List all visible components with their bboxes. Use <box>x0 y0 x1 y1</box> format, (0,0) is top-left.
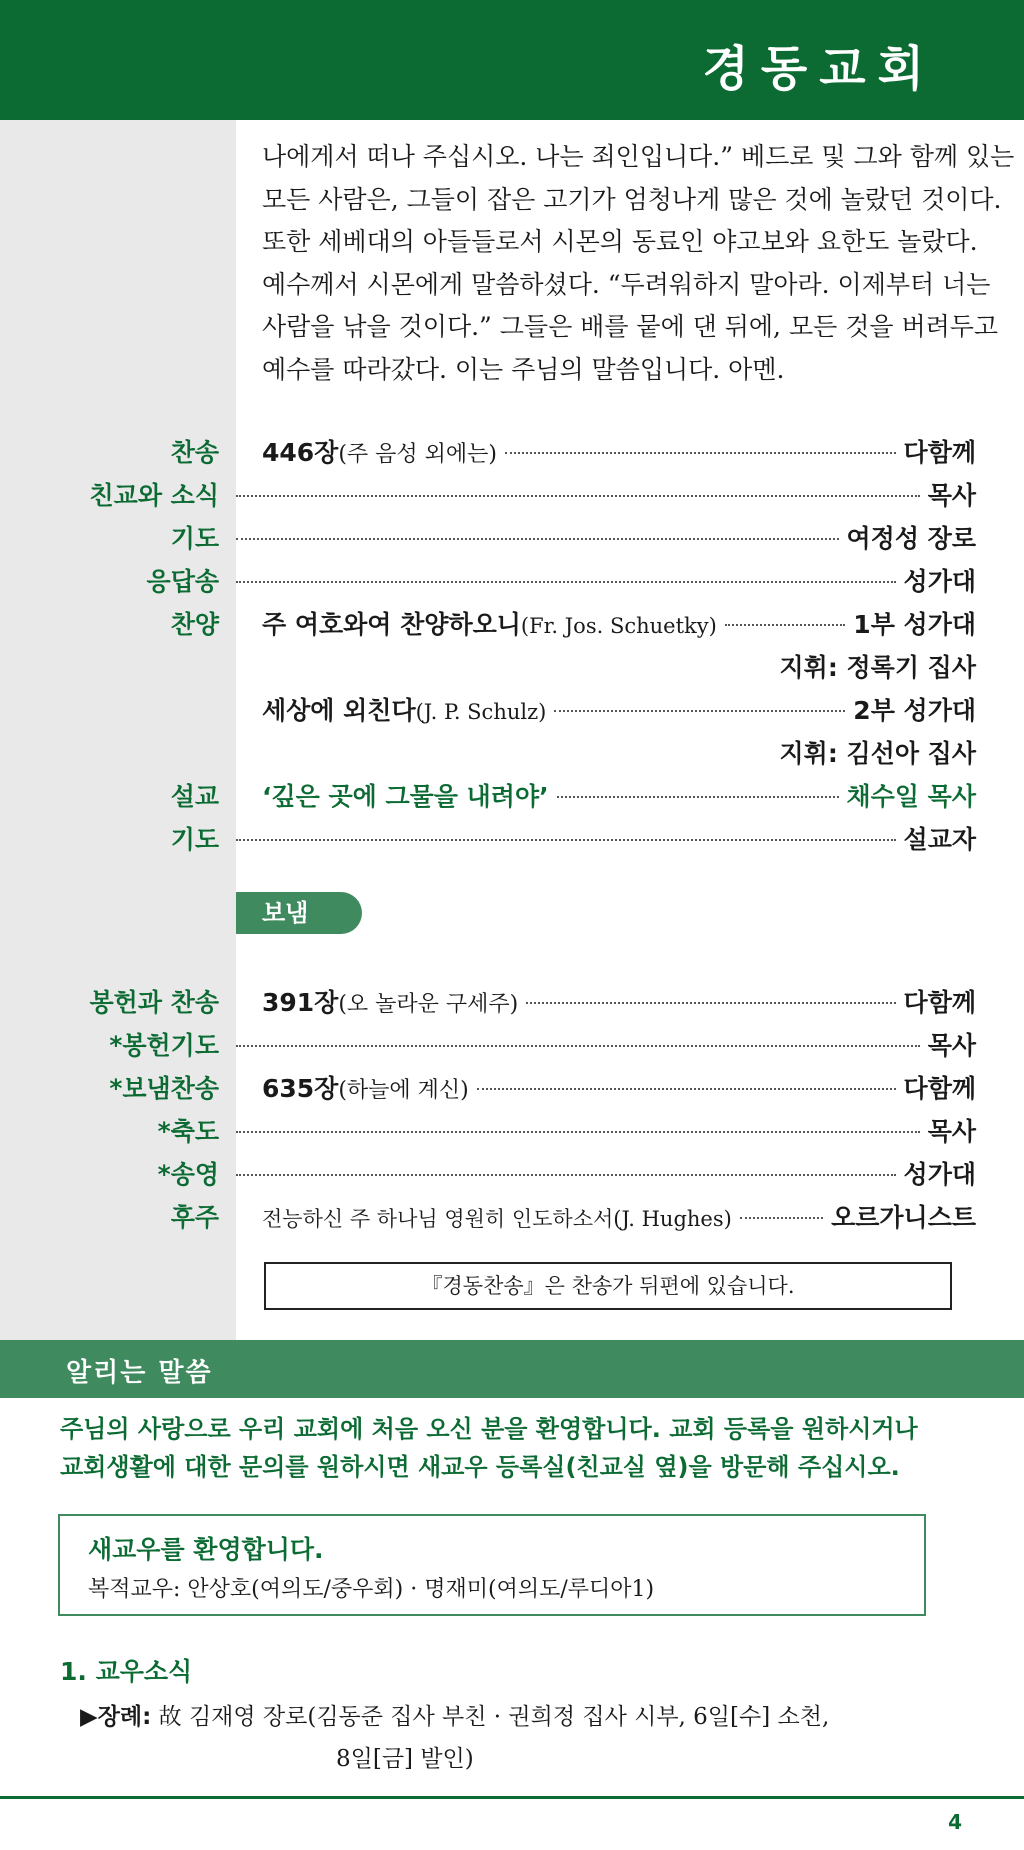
leader-dots <box>554 710 845 712</box>
newcomers-text: 복적교우: 안상호(여의도/중우회) · 명재미(여의도/루디아1) <box>88 1577 655 1602</box>
order-by: 2부 성가대 <box>853 696 976 725</box>
order-label: 친교와 소식 <box>89 481 219 510</box>
order-by: 여정성 장로 <box>846 524 976 553</box>
hymnal-note: 『경동찬송』은 찬송가 뒤편에 있습니다. <box>264 1262 952 1310</box>
footer-divider <box>0 1796 1024 1799</box>
church-name: 경동교회 <box>702 41 936 97</box>
leader-dots <box>236 1174 896 1176</box>
scripture-line: 예수께서 시몬에게 말씀하셨다. “두려워하지 말아라. 이제부터 너는 <box>262 269 991 299</box>
order-by: 다함께 <box>903 1074 976 1103</box>
page-number: 4 <box>948 1810 962 1834</box>
order-row-postlude <box>0 1193 1024 1235</box>
order-by: 성가대 <box>903 1160 976 1189</box>
order-label: *봉헌기도 <box>109 1031 219 1060</box>
order-label: 찬송 <box>170 438 219 467</box>
welcome-line: 교회생활에 대한 문의를 원하시면 새교우 등록실(친교실 옆)을 방문해 주십시오. <box>60 1453 900 1481</box>
order-by: 목사 <box>927 1117 976 1146</box>
order-label: 응답송 <box>146 567 219 596</box>
leader-dots <box>236 581 896 583</box>
order-row-sermon <box>0 772 1024 814</box>
leader-dots <box>236 1131 920 1133</box>
order-by: 1부 성가대 <box>853 610 976 639</box>
order-label: *축도 <box>157 1117 219 1146</box>
leader-dots <box>236 839 896 841</box>
newcomers-title: 새교우를 환영합니다. <box>88 1535 324 1564</box>
order-row-amen <box>0 1150 1024 1192</box>
order-by: 목사 <box>927 481 976 510</box>
hymn-number: 391장 <box>262 988 339 1017</box>
news-label: ▶장례: <box>80 1704 152 1730</box>
order-row-prayer2 <box>0 815 1024 857</box>
funeral-notice <box>80 1696 829 1780</box>
leader-dots <box>236 538 839 540</box>
order-by: 성가대 <box>903 567 976 596</box>
preacher: 채수일 목사 <box>846 782 976 811</box>
order-by: 다함께 <box>903 438 976 467</box>
order-label: 봉헌과 찬송 <box>89 988 219 1017</box>
leader-dots <box>725 624 845 626</box>
anthem-composer: (Fr. Jos. Schuetky) <box>520 614 717 638</box>
order-row-conductor1 <box>0 643 1024 685</box>
order-row-benediction <box>0 1107 1024 1149</box>
sermon-title: ‘깊은 곳에 그물을 내려야’ <box>262 782 549 811</box>
order-by: 목사 <box>927 1031 976 1060</box>
conductor: 지휘: 정록기 집사 <box>779 653 976 682</box>
order-label: *보냄찬송 <box>109 1074 219 1103</box>
order-by: 다함께 <box>903 988 976 1017</box>
order-row-sending-hymn <box>0 1064 1024 1106</box>
welcome-line: 주님의 사랑으로 우리 교회에 처음 오신 분을 환영합니다. 교회 등록을 원하시거나 <box>60 1415 918 1443</box>
order-row-hymn <box>0 428 1024 470</box>
anthem-title: 세상에 외친다 <box>262 696 416 725</box>
welcome-message <box>60 1410 1000 1486</box>
order-row-offering-prayer <box>0 1021 1024 1063</box>
order-row-conductor2 <box>0 729 1024 771</box>
order-label: 기도 <box>170 524 219 553</box>
postlude-title: 전능하신 주 하나님 영원히 인도하소서(J. Hughes) <box>262 1207 732 1231</box>
scripture-line: 또한 세베대의 아들들로서 시몬의 동료인 야고보와 요한도 놀랐다. <box>262 227 978 256</box>
newcomers-box <box>58 1514 926 1616</box>
order-by: 오르가니스트 <box>831 1203 976 1232</box>
order-row-prayer <box>0 514 1024 556</box>
anthem-composer: (J. P. Schulz) <box>415 700 547 724</box>
leader-dots <box>505 452 896 454</box>
order-row-anthem2 <box>0 686 1024 728</box>
order-label: 설교 <box>170 782 219 811</box>
order-label: 후주 <box>170 1203 219 1232</box>
news-text: 故 김재영 장로(김동준 집사 부친 · 권희정 집사 시부, 6일[수] 소천, <box>151 1704 830 1730</box>
hymn-title: (오 놀라운 구세주) <box>338 992 519 1017</box>
news-text-cont: 8일[금] 발인) <box>336 1746 474 1772</box>
scripture-line: 모든 사람은, 그들이 잡은 고기가 엄청나게 많은 것에 놀랐던 것이다. <box>262 184 1002 214</box>
order-row-fellowship <box>0 471 1024 513</box>
announcements-bar <box>0 1340 1024 1398</box>
order-row-response <box>0 557 1024 599</box>
sending-section-title: 보냄 <box>236 892 362 934</box>
scripture-line: 사람을 낚을 것이다.” 그들은 배를 뭍에 댄 뒤에, 모든 것을 버려두고 <box>262 312 999 341</box>
leader-dots <box>477 1088 896 1090</box>
announcements-title: 알리는 말씀 <box>66 1358 213 1388</box>
order-label: 기도 <box>170 825 219 854</box>
hymn-number: 446장 <box>262 438 339 467</box>
leader-dots <box>557 796 839 798</box>
anthem-title: 주 여호와여 찬양하오니 <box>262 610 521 639</box>
leader-dots <box>526 1002 895 1004</box>
leader-dots <box>236 1045 920 1047</box>
conductor: 지휘: 김선아 집사 <box>779 739 976 768</box>
hymn-title: (하늘에 계신) <box>338 1078 469 1103</box>
leader-dots <box>740 1217 823 1219</box>
order-label: *송영 <box>157 1160 219 1189</box>
order-by: 설교자 <box>903 825 976 854</box>
order-row-offering <box>0 978 1024 1020</box>
leader-dots <box>236 495 920 497</box>
hymn-number: 635장 <box>262 1074 339 1103</box>
order-row-anthem1 <box>0 600 1024 642</box>
news-section-title: 1. 교우소식 <box>60 1657 193 1686</box>
hymn-title: (주 음성 외에는) <box>338 442 498 467</box>
scripture-text <box>262 136 1015 391</box>
scripture-line: 예수를 따라갔다. 이는 주님의 말씀입니다. 아멘. <box>262 354 785 384</box>
header-bar <box>0 0 1024 120</box>
scripture-line: 나에게서 떠나 주십시오. 나는 죄인입니다.” 베드로 및 그와 함께 있는 <box>262 142 1015 171</box>
order-label: 찬양 <box>170 610 219 639</box>
